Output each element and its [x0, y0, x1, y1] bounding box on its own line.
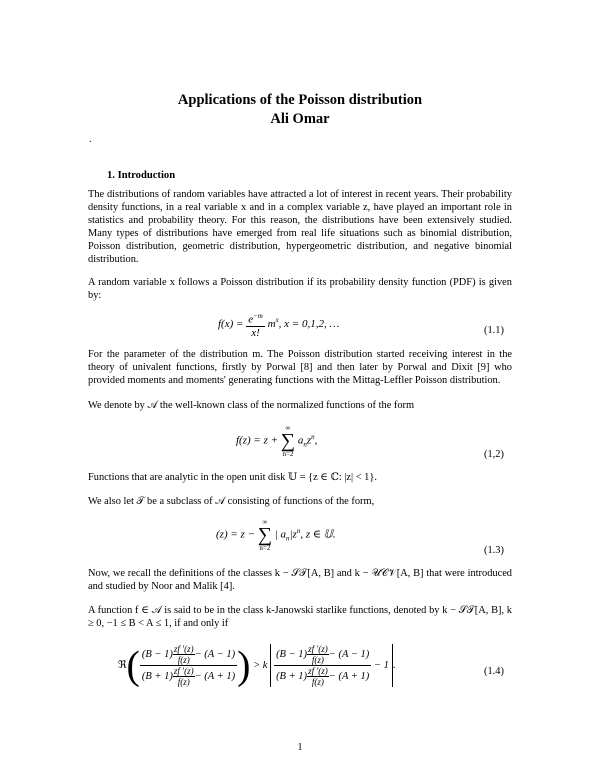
eq3-tail: , z ∈ 𝕌. — [300, 528, 336, 541]
eq1-den: x! — [251, 326, 260, 339]
eq3-term-sup: n — [296, 526, 301, 535]
eq3-summation — [258, 518, 272, 552]
eq3-term: | a — [274, 528, 287, 541]
equation-number-1-1: (1.1) — [484, 325, 504, 336]
eq3-term-mid: |z — [289, 528, 297, 541]
eq4-left-top-frac-den: f(z) — [177, 655, 190, 665]
eq4-left-bottom-left: (B + 1) — [141, 670, 173, 682]
eq2-sum-symbol: ∑ — [280, 430, 296, 452]
equation-1-4 — [118, 644, 396, 687]
eq4-period: . — [392, 659, 396, 671]
eq4-right-bottom-left: (B + 1) — [276, 670, 308, 682]
eq2-term-sub: n — [303, 440, 307, 449]
equation-1-3 — [216, 518, 336, 552]
eq4-left-bottom-right: − (A + 1) — [194, 670, 236, 682]
eq4-right-bottom-frac-num: zf ′(z) — [308, 666, 328, 676]
eq3-sum-symbol: ∑ — [257, 524, 272, 546]
eq4-right-bottom-frac-den: f(z) — [311, 677, 324, 687]
eq2-term-var: z — [306, 434, 312, 447]
eq4-left-top-frac-num: zf ′(z) — [173, 644, 194, 654]
eq4-left-bottom-frac-num: zf ′(z) — [173, 666, 194, 676]
eq2-sum-bottom: n=2 — [282, 450, 294, 458]
eq2-tail: , — [314, 434, 318, 447]
equation-number-1-3: (1.3) — [484, 545, 504, 556]
eq4-left-fraction — [140, 644, 237, 687]
eq1-rhs-sup: x — [275, 316, 279, 325]
parameter-paragraph: For the parameter of the distribution m. The Poisson distribution started receiving interest in the theory of univalent functions, firstly by Porwal [8] and then later by Porwal and Dixit [9] who provided moments and moments' generating functions with the Mittag-Leffler Poisson distribution. — [88, 349, 512, 387]
equation-number-1-2: (1,2) — [484, 449, 504, 460]
eq3-lhs: (z) = z − — [216, 528, 255, 541]
eq4-left-top-left: (B − 1) — [141, 648, 173, 660]
eq1-lhs: f(x) = — [218, 317, 244, 330]
eq4-minus-one: − 1 — [373, 659, 389, 671]
equation-number-1-4: (1.4) — [484, 666, 504, 677]
paper-title: Applications of the Poisson distribution — [177, 92, 423, 108]
eq1-fraction — [246, 310, 265, 339]
real-part-symbol: ℜ — [118, 659, 127, 671]
janowski-paragraph: A function f ∈ 𝒜 is said to be in the class k-Janowski starlike functions, denoted by k − 𝒮𝒯[A, B], k ≥ 0, −1 ≤ B < A ≤ 1, if and only if — [88, 605, 512, 630]
eq4-left-bottom-frac-den: f(z) — [177, 677, 190, 687]
recall-paragraph: Now, we recall the definitions of the classes k − 𝒮𝒯[A, B] and k − 𝒰𝒞𝒱[A, B] that were introduced and studied by Noor and Malik [4]. — [88, 568, 512, 593]
eq2-sum-top: ∞ — [285, 424, 291, 432]
eq4-left-top-right: − (A − 1) — [194, 648, 236, 660]
analytic-paragraph: Functions that are analytic in the open unit disk 𝕌 = {z ∈ ℂ: |z| < 1}. — [88, 472, 377, 483]
eq4-right-top-right: − (A − 1) — [328, 648, 370, 660]
eq3-term-sub: n — [286, 534, 290, 543]
eq3-sum-top: ∞ — [262, 518, 268, 526]
intro-paragraph: The distributions of random variables have attracted a lot of interest in recent years. Their probability density functions, in a real variable x and in a complex variable z, have played an important role in statistics and probability theory. For this reason, the distributions have been extensively studied. Many types of distributions have emerged from real life situations such as binomial distribution, Poisson distribution, geometric distribution, hypergeometric distribution, and negative binomial distribution. — [88, 189, 512, 266]
eq4-right-bottom-right: − (A + 1) — [328, 670, 370, 682]
equation-1-2 — [236, 424, 317, 458]
eq4-right-top-frac-den: f(z) — [311, 655, 324, 665]
poisson-paragraph: A random variable x follows a Poisson distribution if its probability density function (PDF) is given by: — [88, 277, 512, 302]
eq1-num-sup: −m — [253, 312, 263, 320]
eq1-rhs-tail: , x = 0,1,2, … — [278, 317, 340, 330]
eq4-right-top-left: (B − 1) — [276, 648, 308, 660]
eq4-right-fraction — [274, 644, 371, 687]
eq1-num: e — [248, 313, 254, 326]
denote-paragraph: We denote by 𝒜 the well-known class of the normalized functions of the form — [88, 400, 415, 411]
section-heading: 1. Introduction — [107, 170, 176, 181]
author-name: Ali Omar — [270, 111, 330, 127]
subclass-paragraph: We also let 𝒯 be a subclass of 𝒜 consisting of functions of the form, — [88, 496, 375, 507]
eq4-absolute-value — [270, 644, 393, 687]
eq3-sum-bottom: n=2 — [259, 544, 271, 552]
eq2-term: a — [297, 434, 304, 447]
eq2-lhs: f(z) = z + — [236, 434, 279, 447]
page-number: 1 — [297, 742, 303, 753]
eq4-close-paren: ) — [237, 642, 251, 688]
eq2-summation — [281, 424, 295, 458]
eq2-term-sup: n — [311, 432, 315, 441]
eq4-greater-than-k: > k — [253, 659, 268, 671]
eq1-rhs-base: m — [267, 317, 276, 330]
eq4-open-paren: ( — [126, 642, 140, 688]
eq4-right-top-frac-num: zf ′(z) — [308, 644, 328, 654]
equation-1-1 — [218, 310, 339, 339]
stray-dot: . — [89, 134, 92, 145]
